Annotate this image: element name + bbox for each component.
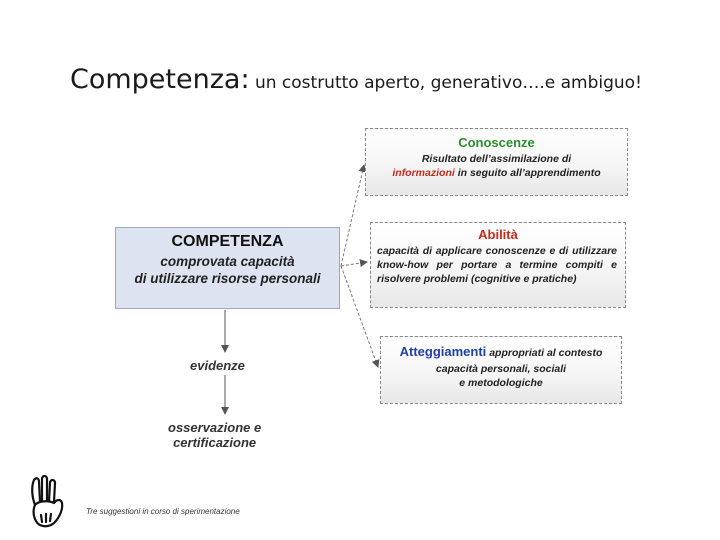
- conoscenze-line2: [366, 166, 627, 180]
- abilita-box: [370, 222, 626, 308]
- competenza-line1: comprovata capacità: [160, 254, 295, 269]
- conoscenze-box: [365, 128, 628, 196]
- abilita-body: capacità di applicare conoscenze e di utilizzare know-how per portare a termine compiti e risolvere problemi (cognitive e pratiche): [377, 245, 617, 285]
- conoscenze-line2-rest: in seguito all’apprendimento: [454, 167, 601, 179]
- evidenze-label: evidenze: [190, 358, 245, 373]
- osservazione-line2: certificazione: [173, 435, 257, 450]
- title-subtitle: un costrutto aperto, generativo….e ambiguo!: [249, 73, 642, 93]
- abilita-heading: Abilità: [478, 227, 518, 242]
- competenza-box: [115, 227, 340, 309]
- atteggiamenti-box: [380, 336, 622, 404]
- conoscenze-line1: Risultato dell’assimilazione di: [421, 153, 572, 165]
- footer-note: Tre suggestioni in corso di sperimentazione: [86, 507, 240, 516]
- osservazione-line1: osservazione e: [168, 420, 262, 435]
- conoscenze-highlight: informazioni: [392, 167, 455, 179]
- title-main: Competenza:: [70, 64, 250, 95]
- atteggiamenti-heading: Atteggiamenti: [399, 344, 487, 359]
- arrow-to-conoscenze: [341, 165, 364, 266]
- three-fingers-hand-icon: [28, 475, 70, 531]
- atteggiamenti-heading-rest: appropriati al contesto: [486, 347, 603, 359]
- atteggiamenti-line1: capacità personali, sociali: [435, 363, 567, 375]
- competenza-line2: di utilizzare risorse personali: [134, 271, 321, 286]
- osservazione-label: [168, 420, 261, 450]
- conoscenze-heading: Conoscenze: [458, 135, 535, 150]
- competenza-heading: COMPETENZA: [171, 233, 284, 250]
- atteggiamenti-line2: e metodologiche: [459, 377, 543, 389]
- arrow-to-abilita: [341, 262, 367, 266]
